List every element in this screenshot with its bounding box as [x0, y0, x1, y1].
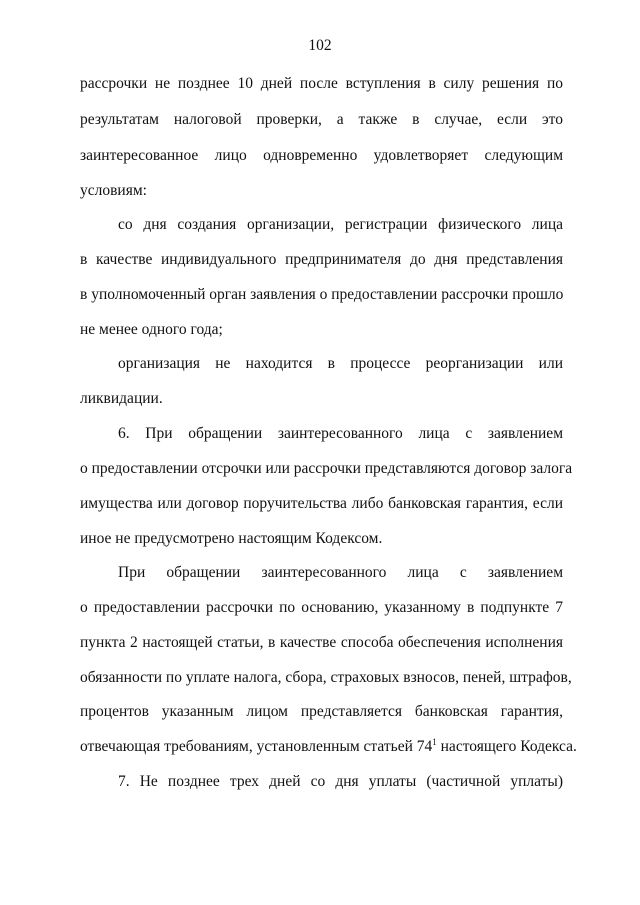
- text-line: имущества или договор поручительства либо банковская гарантия, если: [80, 495, 563, 512]
- superscript: 1: [432, 737, 437, 747]
- text-line: 6. При обращении заинтересованного лица с заявлением: [118, 425, 563, 442]
- text-line: [80, 737, 577, 757]
- text-line: о предоставлении рассрочки по основанию, указанному в подпункте 7: [80, 599, 563, 616]
- text-line: в уполномоченный орган заявления о предоставлении рассрочки прошло: [80, 286, 564, 303]
- text-line: обязанности по уплате налога, сбора, страховых взносов, пеней, штрафов,: [80, 669, 572, 686]
- text-line: условиям:: [80, 182, 147, 199]
- text-line: заинтересованное лицо одновременно удовлетворяет следующим: [80, 147, 563, 164]
- text-line: в качестве индивидуального предпринимателя до дня представления: [80, 251, 563, 268]
- text-line: рассрочки не позднее 10 дней после вступления в силу решения по: [80, 75, 563, 92]
- text-line: со дня создания организации, регистрации физического лица: [118, 216, 563, 233]
- text-line: не менее одного года;: [80, 321, 223, 338]
- text-line: 7. Не позднее трех дней со дня уплаты (частичной уплаты): [118, 773, 563, 790]
- text-line: пункта 2 настоящей статьи, в качестве способа обеспечения исполнения: [80, 634, 563, 651]
- page-number: 102: [308, 37, 332, 54]
- text-line: При обращении заинтересованного лица с заявлением: [118, 564, 563, 581]
- text-segment: отвечающая требованиям, установленным статьей 74: [80, 738, 433, 755]
- text-line: ликвидации.: [80, 390, 163, 407]
- text-line: организация не находится в процессе реорганизации или: [118, 355, 563, 372]
- text-line: результатам налоговой проверки, а также в случае, если это: [80, 111, 563, 128]
- text-segment: настоящего Кодекса.: [436, 738, 577, 755]
- text-line: о предоставлении отсрочки или рассрочки представляются договор залога: [80, 460, 573, 477]
- text-line: иное не предусмотрено настоящим Кодексом.: [80, 530, 383, 547]
- text-line: процентов указанным лицом представляется банковская гарантия,: [80, 703, 563, 720]
